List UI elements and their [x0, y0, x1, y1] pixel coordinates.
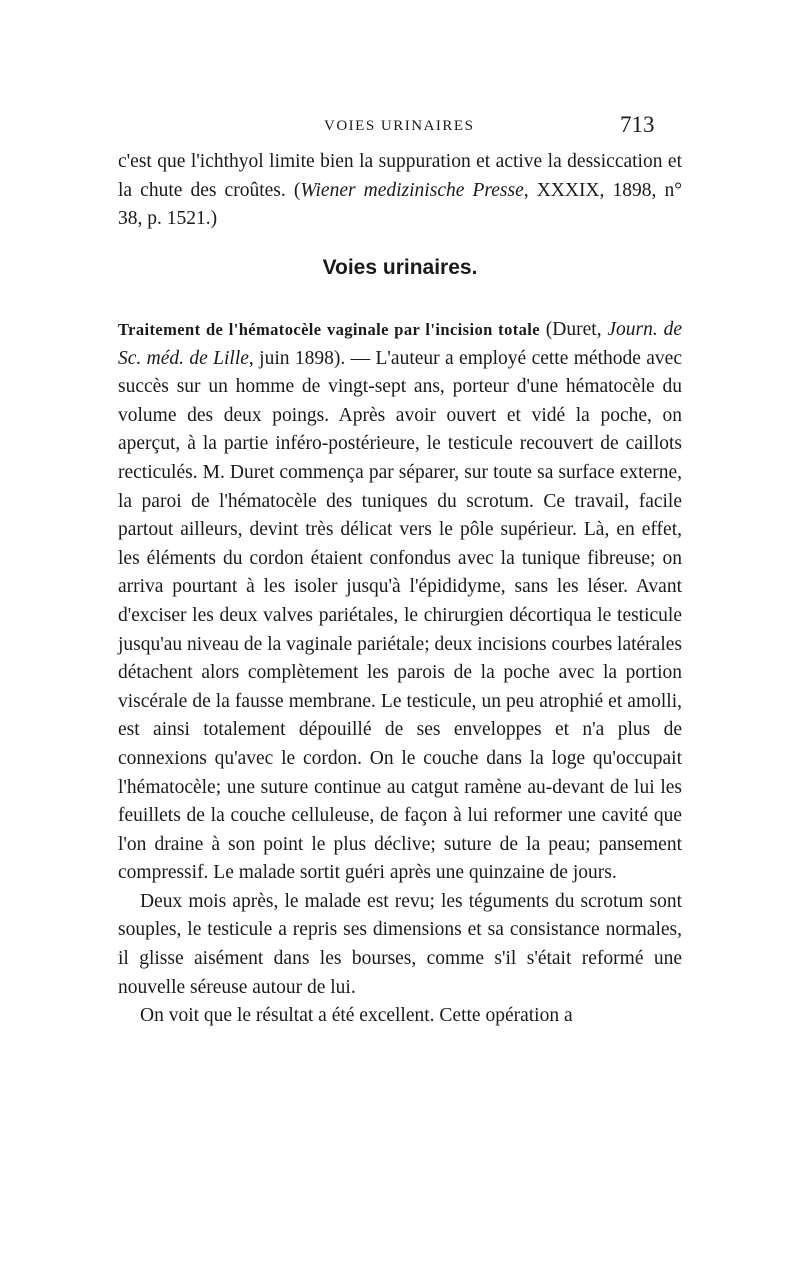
article-title: Traitement de l'hématocèle vaginale par l'incision totale: [118, 320, 540, 339]
article-paragraph-2: Deux mois après, le malade est revu; les téguments du scrotum sont souples, le testicule a repris ses dimensions et sa consistance normales, il glisse aisément dans les bourses, comme s'il s'était reformé une nouvelle séreuse autour de lui.: [118, 890, 682, 998]
intro-paragraph: [118, 148, 682, 234]
article: [118, 316, 682, 1031]
intro-source: Wiener medizinische Presse: [300, 179, 524, 201]
article-date: , juin 1898). —: [248, 347, 376, 369]
page-number: 713: [620, 112, 655, 137]
article-paragraph-3: On voit que le résultat a été excellent. Cette opération a: [140, 1005, 573, 1027]
intro-text: c'est que l'ichthyol limite bien la suppuration et active la dessiccation et la chute des croûtes. (: [118, 151, 682, 201]
article-paragraph-1: [118, 316, 682, 888]
article-body: L'auteur a employé cette méthode avec succès sur un homme de vingt-sept ans, porteur d'une hématocèle du volume des deux poings. Après avoir ouvert et vidé la poche, on aperçut, à la partie inféro-postérieure, le testicule recouvert de caillots recticulés. M. Duret commença par séparer, sur toute sa surface externe, la paroi de l'hématocèle des tuniques du scrotum. Ce travail, facile partout ailleurs, devint très délicat vers le pôle supérieur. Là, en effet, les éléments du cordon étaient confondus avec la tunique fibreuse; on arriva pourtant à les isoler jusqu'à l'épididyme, sans les léser. Avant d'exciser les deux valves pariétales, le chirurgien décortiqua le testicule jusqu'au niveau de la vaginale pariétale; deux incisions courbes latérales détachent alors complètement les parois de la poche avec la portion viscérale de la fausse membrane. Le testicule, un peu atrophié et amolli, est ainsi totalement dépouillé de ses enveloppes et n'a plus de connexions qu'avec le cordon. On le couche dans la loge qu'occupait l'hématocèle; une suture continue au catgut ramène au-devant de lui les feuillets de la couche celluleuse, de façon à lui reformer une cavité que l'on draine à son point le plus déclive; suture de la peau; pansement compressif. Le malade sortit guéri après une quinzaine de jours.: [118, 347, 682, 884]
article-author: (Duret,: [539, 319, 608, 340]
running-header: [0, 112, 800, 142]
intro-citation: , XXXIX, 1898, n° 38, p. 1521.): [118, 179, 682, 230]
section-heading: Voies urinaires.: [322, 256, 478, 279]
article-journal: Journ. de Sc. méd. de Lille: [118, 319, 683, 369]
running-title: VOIES URINAIRES: [324, 118, 475, 134]
